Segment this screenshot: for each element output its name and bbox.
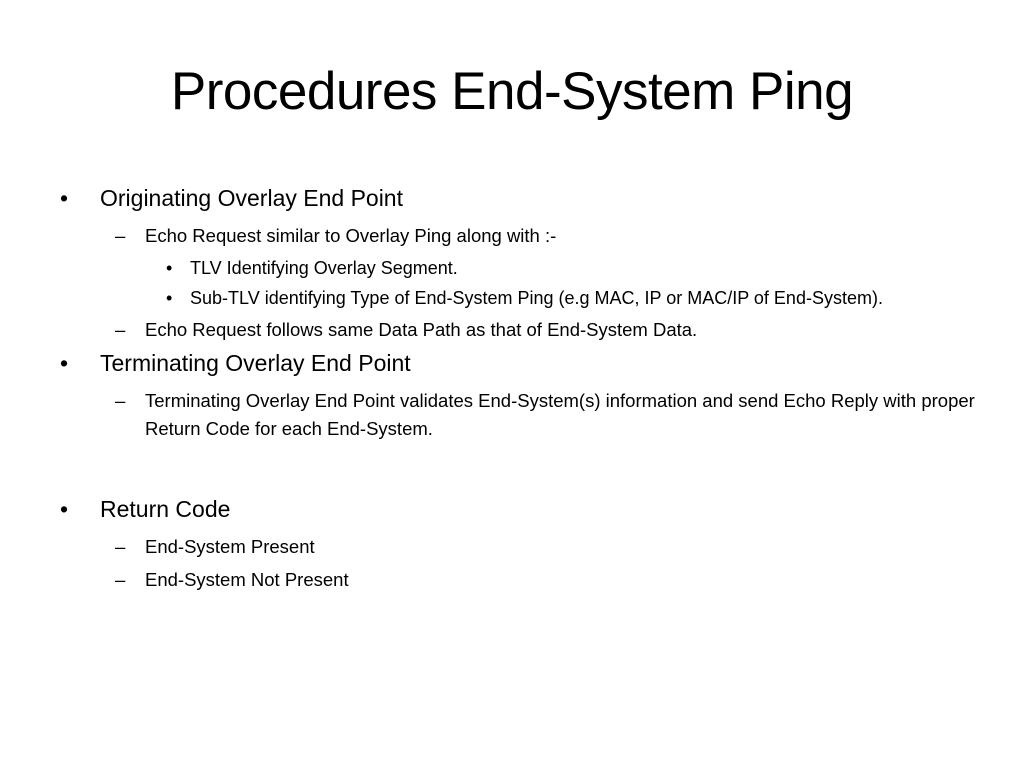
sub-bullet-text: End-System Not Present	[145, 568, 349, 590]
dash-marker: –	[115, 536, 126, 558]
sub-bullet-item	[56, 222, 976, 250]
bullet-text: Terminating Overlay End Point	[100, 350, 411, 377]
sub-bullet-item	[56, 566, 976, 594]
sub-sub-bullet-item	[56, 255, 976, 283]
sub-bullet-text: End-System Present	[145, 536, 315, 558]
dash-marker: –	[115, 224, 126, 246]
bullet-marker: •	[60, 185, 69, 211]
bullet-item	[56, 184, 976, 213]
bullet-item	[56, 349, 976, 378]
bullet-text: Return Code	[100, 496, 231, 523]
dash-marker: –	[115, 389, 126, 411]
bullet-marker: •	[60, 496, 69, 523]
sub-sub-bullet-item	[56, 285, 976, 313]
bullet-marker: •	[166, 257, 173, 278]
sub-bullet-item	[56, 533, 976, 561]
sub-bullet-item	[56, 387, 976, 443]
sub-bullet-text: Echo Request similar to Overlay Ping along with :-	[145, 224, 557, 246]
bullet-text: Originating Overlay End Point	[100, 185, 403, 211]
sub-sub-bullet-text: Sub-TLV identifying Type of End-System Ping (e.g MAC, IP or MAC/IP of End-System).	[190, 288, 883, 309]
bullet-marker: •	[166, 288, 173, 309]
sub-bullet-text: Echo Request follows same Data Path as that of End-System Data.	[145, 319, 698, 341]
bullet-item	[56, 495, 976, 524]
dash-marker: –	[115, 568, 126, 590]
spacer	[56, 447, 976, 495]
sub-bullet-text: Terminating Overlay End Point validates End-System(s) information and send Echo Reply with proper Return Code for each End-System.	[145, 389, 975, 439]
bullet-list	[56, 184, 976, 599]
bullet-marker: •	[60, 350, 69, 377]
dash-marker: –	[115, 319, 126, 341]
slide-title: Procedures End-System Ping	[170, 62, 854, 121]
sub-sub-bullet-text: TLV Identifying Overlay Segment.	[190, 257, 458, 278]
sub-bullet-item	[56, 316, 976, 344]
